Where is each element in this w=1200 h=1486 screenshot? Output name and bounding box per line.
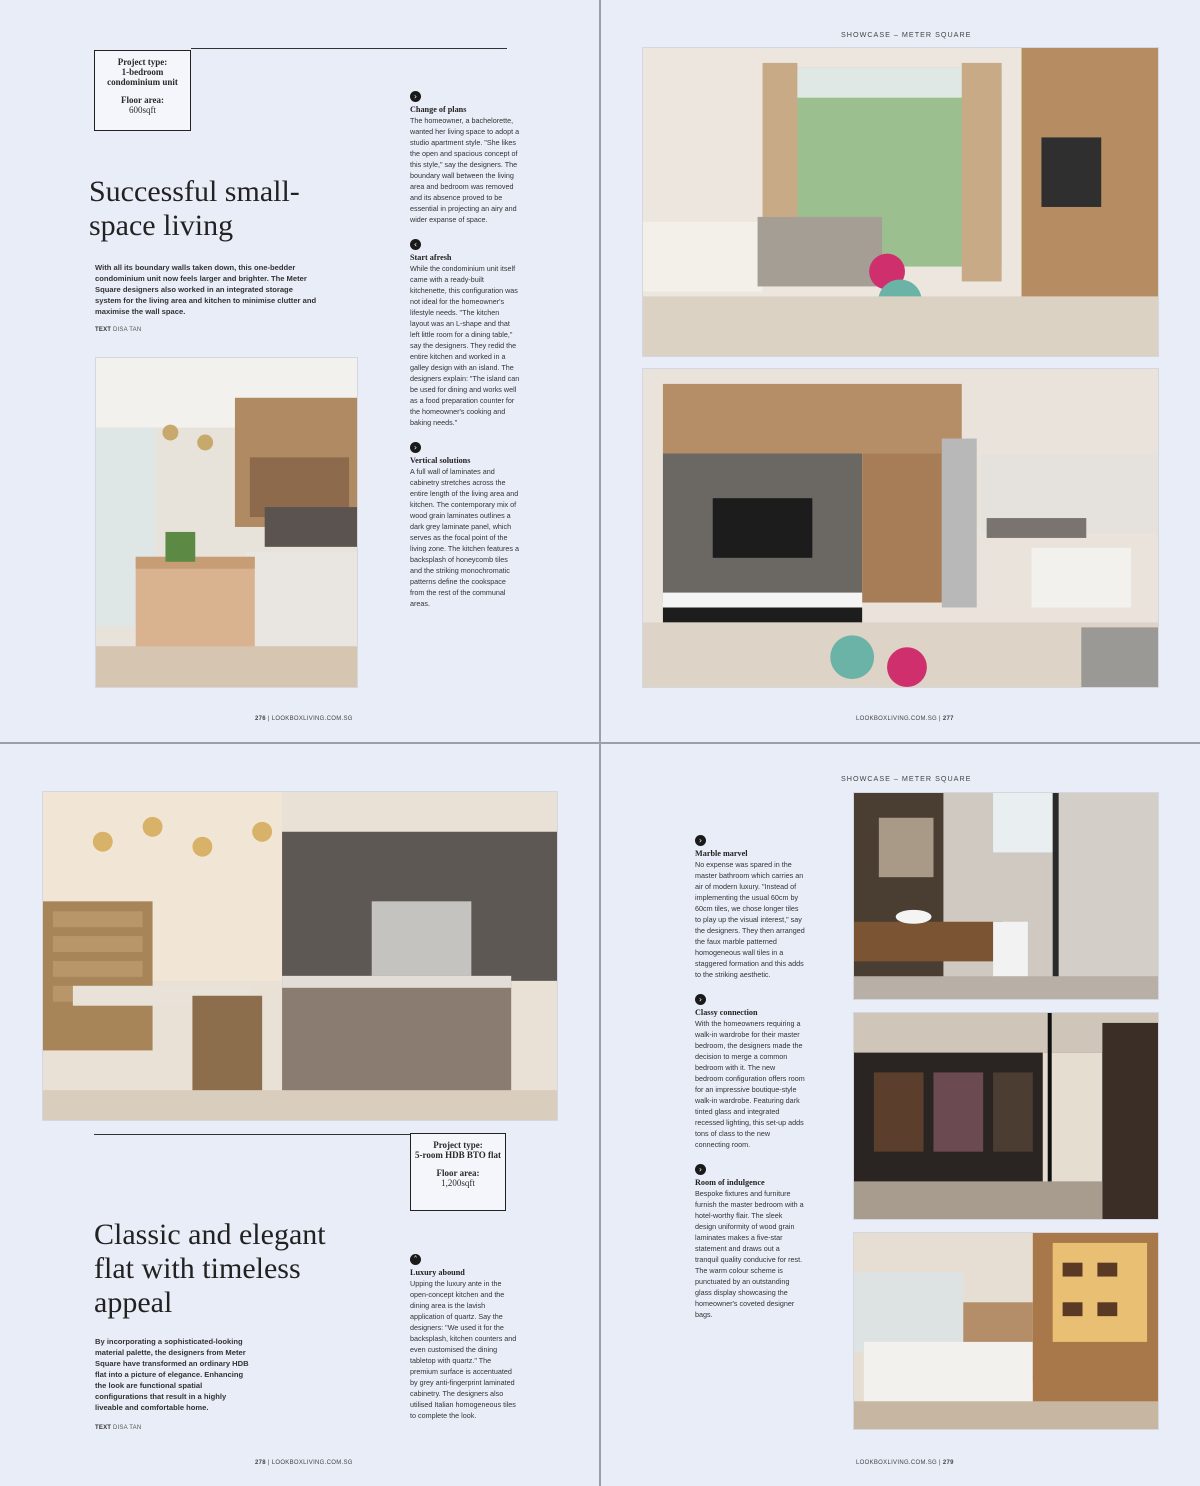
section-classy-connection	[695, 994, 805, 1150]
arrow-right-icon: ›	[695, 1164, 706, 1175]
section-room-of-indulgence	[695, 1164, 805, 1320]
floor-area-label: Floor area:	[436, 1168, 480, 1178]
arrow-up-icon: ˄	[410, 1254, 421, 1265]
running-header: SHOWCASE – METER SQUARE	[841, 774, 972, 783]
section-body: No expense was spared in the master bathroom which carries an air of modern luxury. "Instead of implementing the usual 60cm by 60cm tiles, we chose longer tiles to play up the visual interest," say the designers. They then arranged the faux marble patterned homogeneous wall tiles in a staggered formation and this adds to the striking aesthetic.	[695, 860, 805, 979]
kitchen-photo	[95, 357, 358, 688]
body-column	[410, 91, 520, 623]
section-luxury-abound	[410, 1254, 520, 1421]
floor-area-value: 600sqft	[129, 105, 156, 115]
living-kitchen-photo	[642, 368, 1159, 688]
page-277	[601, 0, 1200, 742]
section-body: Upping the luxury ante in the open-concept kitchen and the dining area is the lavish application of quartz. Say the designers: "We used it for the backsplash, kitchen counters and even customised the dining tabletop with quartz." The premium surface is accentuated by grey anti-fingerprint laminated cabinetry. The designers also utilised Italian homogeneous tiles to complete the look.	[410, 1279, 517, 1420]
section-marble-marvel	[695, 835, 805, 980]
bathroom-photo	[853, 792, 1159, 1000]
walk-in-wardrobe-photo	[853, 1012, 1159, 1220]
page-278	[0, 744, 599, 1486]
page-folio: 276 | LOOKBOXLIVING.COM.SG	[255, 716, 353, 722]
section-title: Vertical solutions	[410, 456, 471, 465]
section-body: While the condominium unit itself came with a ready-built kitchenette, this configuration was not ideal for the homeowner's lifestyle needs. "The kitchen layout was an L-shape and that left little room for a dining table," say the designers. They redid the entire kitchen and worked in a galley design with an island. The designers explain: "The island can be used for dining and works well as a food preparation counter for the homeowner's cooking and baking needs."	[410, 264, 520, 427]
section-change-of-plans	[410, 91, 520, 225]
arrow-left-icon: ‹	[410, 239, 421, 250]
project-type-value: 1-bedroom condominium unit	[107, 67, 178, 87]
section-body: A full wall of laminates and cabinetry stretches across the entire length of the living area and kitchen. The contemporary mix of wood grain laminates outlines a dark grey laminate panel, which serves as the focal point of the living zone. The kitchen features a backsplash of honeycomb tiles and the striking monochromatic patterns define the cookspace from the rest of the communal areas.	[410, 467, 519, 608]
section-body: The homeowner, a bachelorette, wanted her living space to adopt a studio apartment style. "She likes the open and spacious concept of this style," say the designers. The boundary wall between the living area and bedroom was removed and its absence proved to be essential in projecting an airy and wider expanse of space.	[410, 116, 520, 224]
arrow-right-icon: ›	[695, 835, 706, 846]
arrow-right-icon: ›	[695, 994, 706, 1005]
section-body: Bespoke fixtures and furniture furnish the master bedroom with a hotel-worthy flair. The sleek design uniformity of wood grain laminates makes a five-star statement and draws out a tranquil quality conducive for rest. The warm colour scheme is punctuated by an outstanding glass display showcasing the homeowner's coveted designer bags.	[695, 1189, 804, 1319]
text-credit: TEXT DISA TAN	[95, 1425, 142, 1431]
article-headline: Classic and elegant flat with timeless appeal	[94, 1218, 326, 1319]
section-title: Luxury abound	[410, 1268, 465, 1277]
article-headline: Successful small-space living	[89, 175, 300, 242]
dining-kitchen-photo	[42, 791, 558, 1121]
project-info-box	[410, 1133, 506, 1211]
body-column	[695, 835, 805, 1334]
top-rule	[94, 1134, 410, 1135]
section-title: Change of plans	[410, 105, 467, 114]
section-title: Room of indulgence	[695, 1178, 765, 1187]
page-276	[0, 0, 599, 742]
section-title: Classy connection	[695, 1008, 758, 1017]
page-folio: LOOKBOXLIVING.COM.SG | 277	[856, 716, 954, 722]
top-rule	[191, 48, 507, 49]
article-lede: By incorporating a sophisticated-looking material palette, the designers from Meter Square have transformed an ordinary HDB flat into a picture of elegance. Enhancing the look are functional spatial configurations that result in a highly liveable and comfortable home.	[95, 1337, 249, 1412]
page-folio: 278 | LOOKBOXLIVING.COM.SG	[255, 1460, 353, 1466]
section-body: With the homeowners requiring a walk-in wardrobe for their master bedroom, the designers made the decision to merge a common bedroom with it. The new bedroom configuration offers room for an impressive boutique-style walk-in wardrobe. Featuring dark tinted glass and integrated recessed lighting, this set-up adds tons of class to the new connecting room.	[695, 1019, 805, 1149]
living-bedroom-photo	[642, 47, 1159, 357]
page-folio: LOOKBOXLIVING.COM.SG | 279	[856, 1460, 954, 1466]
running-header: SHOWCASE – METER SQUARE	[841, 30, 972, 39]
project-type-label: Project type:	[117, 57, 168, 67]
floor-area-label: Floor area:	[121, 95, 164, 105]
section-title: Marble marvel	[695, 849, 748, 858]
master-bedroom-photo	[853, 1232, 1159, 1430]
arrow-right-icon: ›	[410, 91, 421, 102]
floor-area-value: 1,200sqft	[441, 1178, 475, 1188]
project-info-box	[94, 50, 191, 131]
section-vertical-solutions	[410, 442, 520, 609]
project-type-value: 5-room HDB BTO flat	[415, 1150, 501, 1160]
section-title: Start afresh	[410, 253, 452, 262]
project-type-label: Project type:	[433, 1140, 483, 1150]
body-column	[410, 1254, 520, 1435]
page-279	[601, 744, 1200, 1486]
article-lede: With all its boundary walls taken down, this one-bedder condominium unit now feels larger and brighter. The Meter Square designers also worked in an integrated storage system for the living area and kitchen to minimise clutter and maximise the wall space.	[95, 263, 317, 316]
arrow-right-icon: ›	[410, 442, 421, 453]
text-credit: TEXT DISA TAN	[95, 327, 142, 333]
section-start-afresh	[410, 239, 520, 428]
